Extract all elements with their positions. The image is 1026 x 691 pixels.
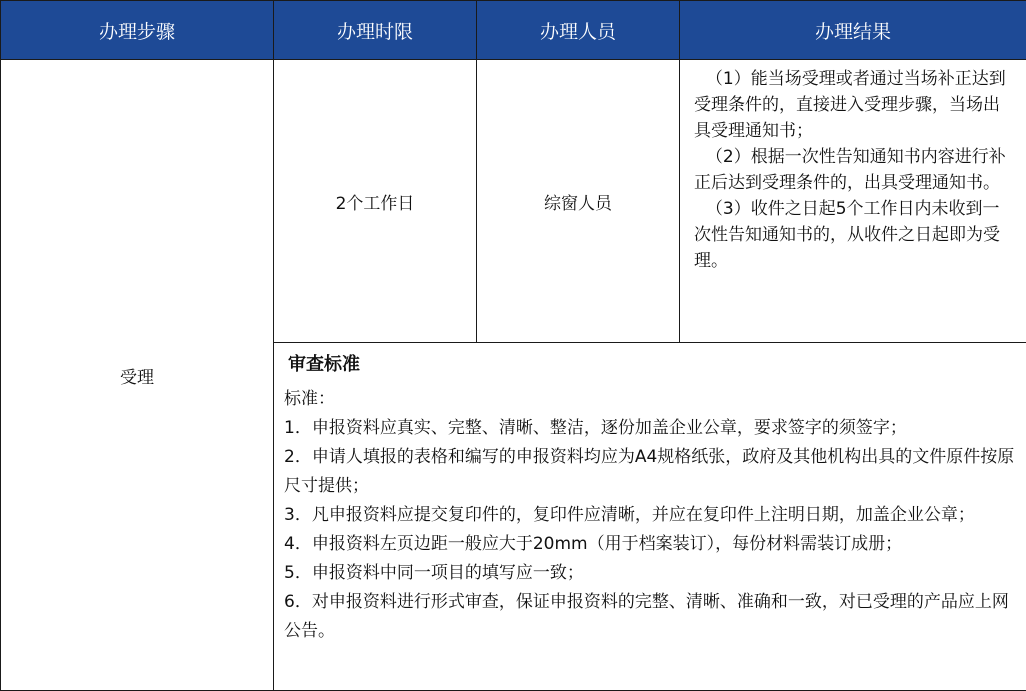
review-item: 2．申请人填报的表格和编写的申报资料均应为A4规格纸张，政府及其他机构出具的文件原件按原尺寸提供； xyxy=(284,447,1015,496)
result-cell xyxy=(680,60,1026,343)
review-item: 6．对申报资料进行形式审查，保证申报资料的完整、清晰、准确和一致，对已受理的产品应上网公告。 xyxy=(284,592,1009,641)
review-title: 审查标准 xyxy=(288,354,360,375)
review-cell xyxy=(274,343,1026,691)
header-step: 办理步骤 xyxy=(1,1,274,60)
review-item: 4．申报资料左页边距一般应大于20mm（用于档案装订），每份材料需装订成册； xyxy=(284,534,903,554)
result-item: （2）根据一次性告知通知书内容进行补正后达到受理条件的，出具受理通知书。 xyxy=(694,147,1006,193)
header-time-limit: 办理时限 xyxy=(274,1,477,60)
table-row xyxy=(1,60,1026,343)
staff-cell: 综窗人员 xyxy=(477,60,680,343)
review-label: 标准： xyxy=(284,389,335,409)
review-item: 3．凡申报资料应提交复印件的，复印件应清晰，并应在复印件上注明日期，加盖企业公章； xyxy=(284,505,975,525)
header-row xyxy=(1,1,1026,60)
header-staff: 办理人员 xyxy=(477,1,680,60)
review-item: 1．申报资料应真实、完整、清晰、整洁，逐份加盖企业公章，要求签字的须签字； xyxy=(284,418,907,438)
result-item: （1）能当场受理或者通过当场补正达到受理条件的，直接进入受理步骤，当场出具受理通知书； xyxy=(694,69,1006,141)
step-cell: 受理 xyxy=(1,60,274,691)
header-result: 办理结果 xyxy=(680,1,1026,60)
time-limit-cell: 2个工作日 xyxy=(274,60,477,343)
result-item: （3）收件之日起5个工作日内未收到一次性告知通知书的，从收件之日起即为受理。 xyxy=(694,199,1000,271)
review-item: 5．申报资料中同一项目的填写应一致； xyxy=(284,563,584,583)
